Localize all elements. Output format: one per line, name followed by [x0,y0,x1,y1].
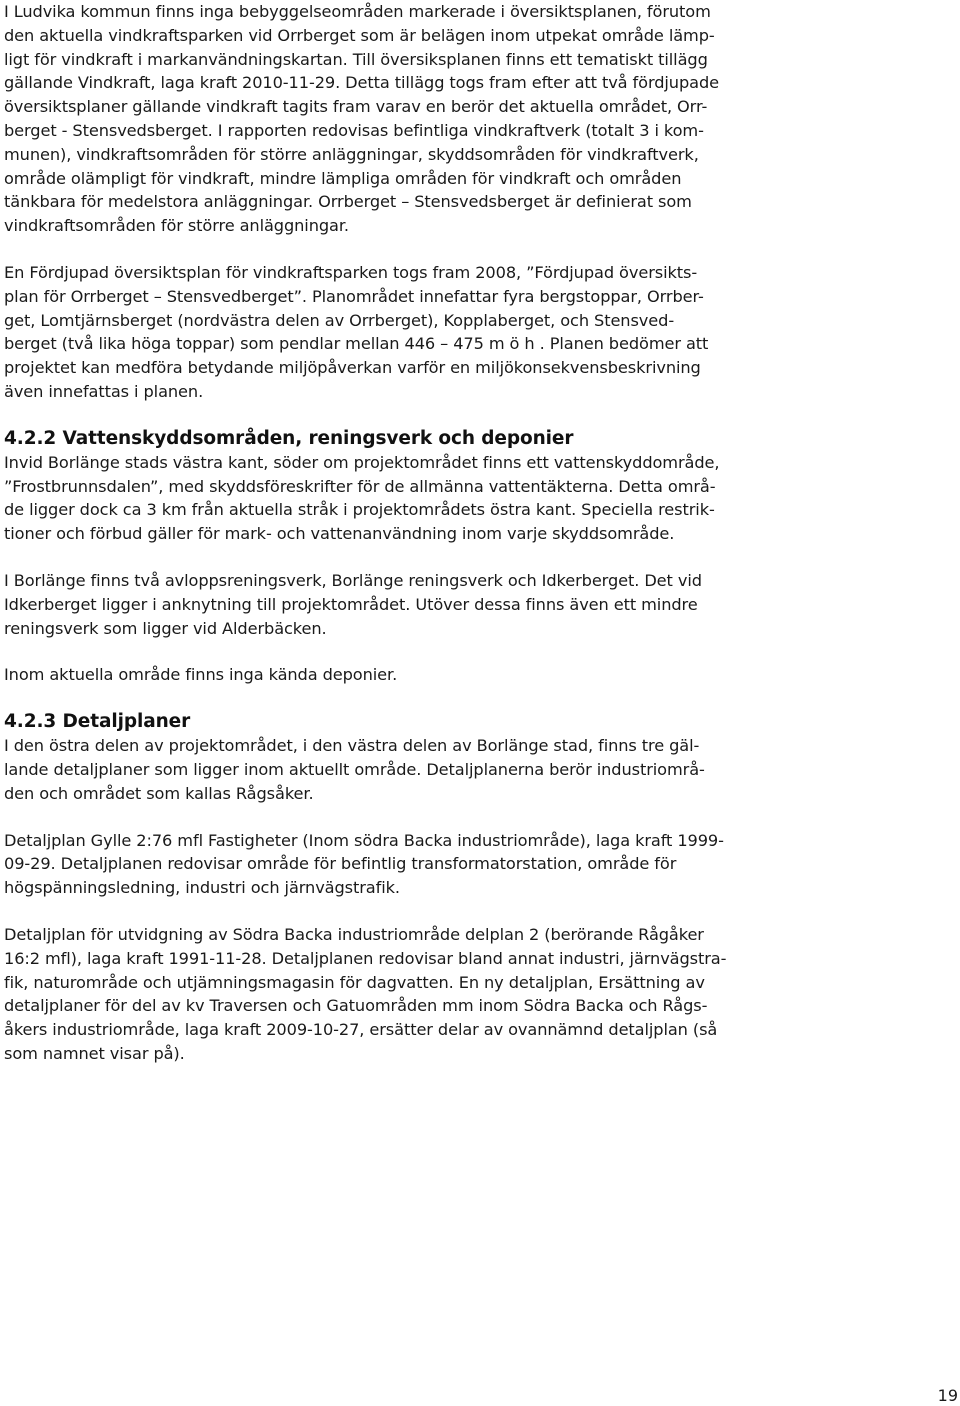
text-line: berget (två lika höga toppar) som pendlar mellan 446 – 475 m ö h . Planen bedömer att [4,334,709,354]
text-line: 09-29. Detaljplanen redovisar område för befintlig transformatorstation, område för [4,854,677,874]
paragraph-spacer [4,687,790,710]
paragraph-detaljplan-sodra-backa [4,923,790,1066]
text-line: tioner och förbud gäller för mark- och vattenanvändning inom varje skyddsområde. [4,524,675,544]
text-line: fik, naturområde och utjämningsmagasin för dagvatten. En ny detaljplan, Ersättning av [4,972,705,992]
text-line: vindkraftsområden för större anläggningar. [4,216,349,236]
paragraph-spacer [4,640,790,663]
paragraph-reningsverk [4,569,790,640]
text-line: de ligger dock ca 3 km från aktuella stråk i projektområdets östra kant. Speciella restrik- [4,500,715,520]
text-line: munen), vindkraftsområden för större anläggningar, skyddsområden för vindkraftverk, [4,144,699,164]
text-line: även innefattas i planen. [4,381,204,401]
text-line: högspänningsledning, industri och järnvägstrafik. [4,878,400,898]
text-line: I Ludvika kommun finns inga bebyggelseområden markerade i översiktsplanen, förutom [4,2,711,21]
paragraph-spacer [4,900,790,923]
text-line: åkers industriområde, laga kraft 2009-10-27, ersätter delar av ovannämnd detaljplan (så [4,1020,718,1040]
paragraph-spacer [4,806,790,829]
text-line: gällande Vindkraft, laga kraft 2010-11-29. Detta tillägg togs fram efter att två fördjupade [4,73,719,93]
text-line: reningsverk som ligger vid Alderbäcken. [4,618,327,638]
paragraph-vattenskydd [4,451,790,546]
text-line: lande detaljplaner som ligger inom aktuellt område. Detaljplanerna berör industriområ- [4,759,705,779]
text-line: Idkerberget ligger i anknytning till projektområdet. Utöver dessa finns även ett mindre [4,594,698,614]
paragraph-spacer [4,238,790,261]
paragraph-spacer [4,404,790,427]
text-line: projektet kan medföra betydande miljöpåverkan varför en miljökonsekvensbeskrivning [4,358,701,378]
text-line: 16:2 mfl), laga kraft 1991-11-28. Detaljplanen redovisar bland annat industri, järnvägstra- [4,948,727,968]
text-line: I Borlänge finns två avloppsreningsverk, Borlänge reningsverk och Idkerberget. Det vid [4,570,702,590]
text-line: Detaljplan Gylle 2:76 mfl Fastigheter (Inom södra Backa industriområde), laga kraft 1999- [4,830,724,850]
document-page [4,0,790,1066]
text-line: get, Lomtjärnsberget (nordvästra delen av Orrberget), Kopplaberget, och Stensved- [4,310,675,330]
text-line: Inom aktuella område finns inga kända deponier. [4,665,398,685]
text-line: Invid Borlänge stads västra kant, söder om projektområdet finns ett vattenskyddområde, [4,452,720,472]
paragraph-ludvika [4,0,790,238]
text-line: den aktuella vindkraftsparken vid Orrberget som är belägen inom utpekat område lämp- [4,25,715,45]
text-line: Detaljplan för utvidgning av Södra Backa industriområde delplan 2 (berörande Rågåker [4,924,704,944]
text-line: En Fördjupad översiktsplan för vindkraftsparken togs fram 2008, ”Fördjupad översikts- [4,262,698,282]
paragraph-deponier [4,663,790,687]
paragraph-spacer [4,546,790,569]
page-number: 19 [937,1386,958,1405]
text-line: som namnet visar på). [4,1043,185,1063]
text-line: område olämpligt för vindkraft, mindre lämpliga områden för vindkraft och områden [4,168,682,188]
text-line: översiktsplaner gällande vindkraft tagits fram varav en berör det aktuella området, Orr- [4,97,708,117]
text-line: ”Frostbrunnsdalen”, med skyddsföreskrifter för de allmänna vattentäkterna. Detta områ- [4,476,716,496]
paragraph-fordjupad-oversiktsplan [4,261,790,404]
text-line: berget - Stensvedsberget. I rapporten redovisas befintliga vindkraftverk (totalt 3 i kom- [4,120,704,140]
text-line: ligt för vindkraft i markanvändningskartan. Till översiksplanen finns ett tematiskt tillägg [4,49,708,69]
text-line: den och området som kallas Rågsåker. [4,783,314,803]
paragraph-detaljplaner-intro [4,734,790,805]
text-line: I den östra delen av projektområdet, i den västra delen av Borlänge stad, finns tre gäl- [4,736,700,756]
text-line: tänkbara för medelstora anläggningar. Orrberget – Stensvedsberget är definierat som [4,192,692,212]
section-heading-detaljplaner: 4.2.3 Detaljplaner [4,711,191,733]
text-line: plan för Orrberget – Stensvedberget”. Planområdet innefattar fyra bergstoppar, Orrber- [4,286,704,306]
text-line: detaljplaner för del av kv Traversen och Gatuområden mm inom Södra Backa och Rågs- [4,996,708,1016]
section-heading-vattenskyddsomraden: 4.2.2 Vattenskyddsområden, reningsverk och deponier [4,427,574,449]
paragraph-detaljplan-gylle [4,829,790,900]
